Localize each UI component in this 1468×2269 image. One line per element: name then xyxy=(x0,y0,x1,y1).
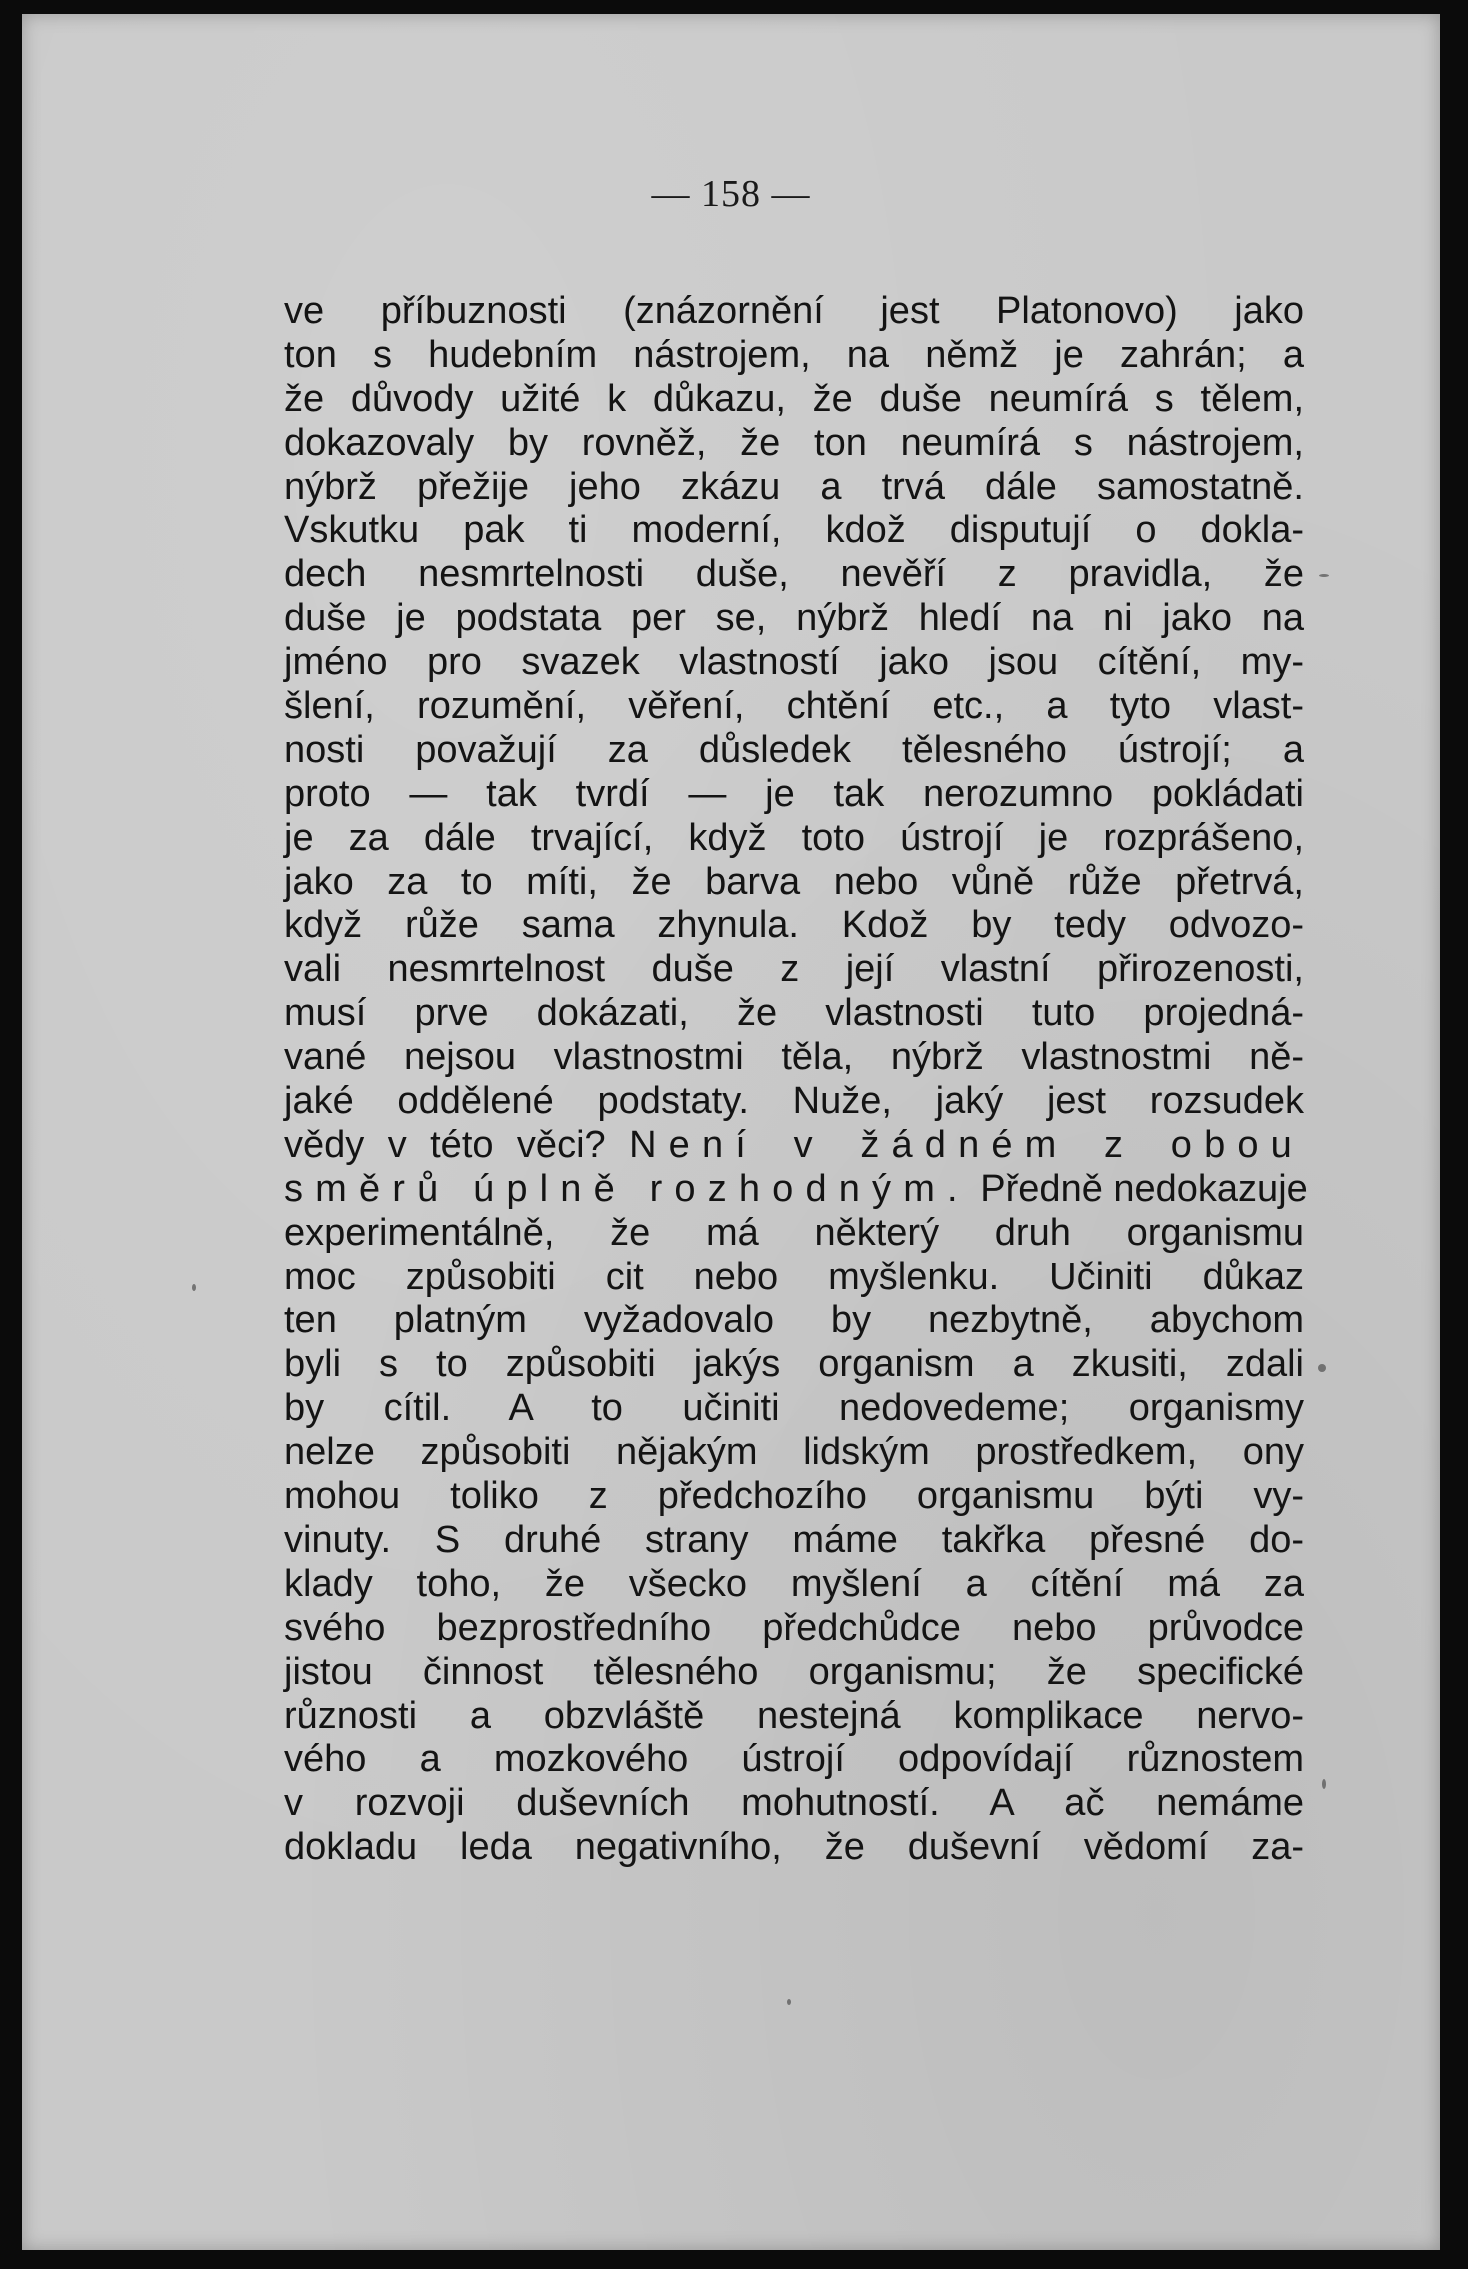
scan-speck xyxy=(787,1999,791,2005)
text-line: by cítil. A to učiniti nedovedeme; organismy xyxy=(284,1387,1304,1430)
text-line-with-emphasis xyxy=(284,1167,1308,1212)
text-line: nosti považují za důsledek tělesného ústrojí; a xyxy=(284,728,1304,771)
text-line: svého bezprostředního předchůdce nebo průvodce xyxy=(284,1606,1304,1649)
text-line: vinuty. S druhé strany máme takřka přesné do- xyxy=(284,1518,1304,1561)
text-line: vali nesmrtelnost duše z její vlastní přirozenosti, xyxy=(284,948,1304,991)
text-line-with-emphasis xyxy=(284,1124,1304,1168)
text-line: byli s to způsobiti jakýs organism a zkusiti, zdali xyxy=(284,1343,1304,1386)
body-text xyxy=(284,290,1308,1870)
text-line: jaké oddělené podstaty. Nuže, jaký jest rozsudek xyxy=(284,1080,1304,1123)
text-line: ve příbuznosti (znázornění jest Platonovo) jako xyxy=(284,290,1304,332)
text-line: duše je podstata per se, nýbrž hledí na ni jako na xyxy=(284,597,1304,640)
scan-speck xyxy=(1319,574,1329,577)
spaced-emphasis: Není v žádném z obou xyxy=(629,1123,1304,1166)
text-line: dokladu leda negativního, že duševní vědomí za- xyxy=(284,1826,1304,1869)
text-line: že důvody užité k důkazu, že duše neumírá s tělem, xyxy=(284,377,1304,420)
text-line: když růže sama zhynula. Kdož by tedy odvozo- xyxy=(284,904,1304,947)
text-line: jistou činnost tělesného organismu; že specifické xyxy=(284,1650,1304,1693)
text-line: dokazovaly by rovněž, že ton neumírá s nástrojem, xyxy=(284,421,1304,464)
text-line: vané nejsou vlastnostmi těla, nýbrž vlastnostmi ně- xyxy=(284,1036,1304,1079)
text-line: moc způsobiti cit nebo myšlenku. Učiniti důkaz xyxy=(284,1255,1304,1298)
text-line: je za dále trvající, když toto ústrojí je rozprášeno, xyxy=(284,816,1304,859)
text-line: ton s hudebním nástrojem, na němž je zahrán; a xyxy=(284,333,1304,376)
text-line: proto — tak tvrdí — je tak nerozumno pokládati xyxy=(284,772,1304,815)
text-line: klady toho, že všecko myšlení a cítění má za xyxy=(284,1562,1304,1605)
spaced-emphasis: směrů úplně rozhodným. xyxy=(284,1167,970,1210)
scan-speck xyxy=(192,1284,196,1291)
text-line: dech nesmrtelnosti duše, nevěří z pravidla, že xyxy=(284,553,1304,596)
text-line: Vskutku pak ti moderní, kdož disputují o dokla- xyxy=(284,509,1304,552)
text-line: jako za to míti, že barva nebo vůně růže přetrvá, xyxy=(284,860,1304,903)
scan-speck xyxy=(1318,1364,1326,1372)
text-line: různosti a obzvláště nestejná komplikace nervo- xyxy=(284,1694,1304,1737)
text-line: experimentálně, že má některý druh organismu xyxy=(284,1211,1304,1254)
text-line: nýbrž přežije jeho zkázu a trvá dále samostatně. xyxy=(284,465,1304,508)
text-line: nelze způsobiti nějakým lidským prostředkem, ony xyxy=(284,1431,1304,1474)
text-line: mohou toliko z předchozího organismu býti vy- xyxy=(284,1475,1304,1518)
text-line: vého a mozkového ústrojí odpovídají různostem xyxy=(284,1738,1304,1781)
book-page xyxy=(22,14,1440,2250)
text-line: jméno pro svazek vlastností jako jsou cítění, my- xyxy=(284,641,1304,684)
text-segment: Předně nedokazuje xyxy=(980,1167,1308,1210)
text-segment: vědy v této věci? xyxy=(284,1123,606,1166)
scan-speck xyxy=(1322,1779,1326,1789)
page-number: — 158 — xyxy=(651,173,811,215)
text-line: ten platným vyžadovalo by nezbytně, abychom xyxy=(284,1299,1304,1342)
text-line: musí prve dokázati, že vlastnosti tuto projedná- xyxy=(284,992,1304,1035)
text-line: v rozvoji duševních mohutností. A ač nemáme xyxy=(284,1782,1304,1825)
text-line: šlení, rozumění, věření, chtění etc., a tyto vlast- xyxy=(284,685,1304,728)
